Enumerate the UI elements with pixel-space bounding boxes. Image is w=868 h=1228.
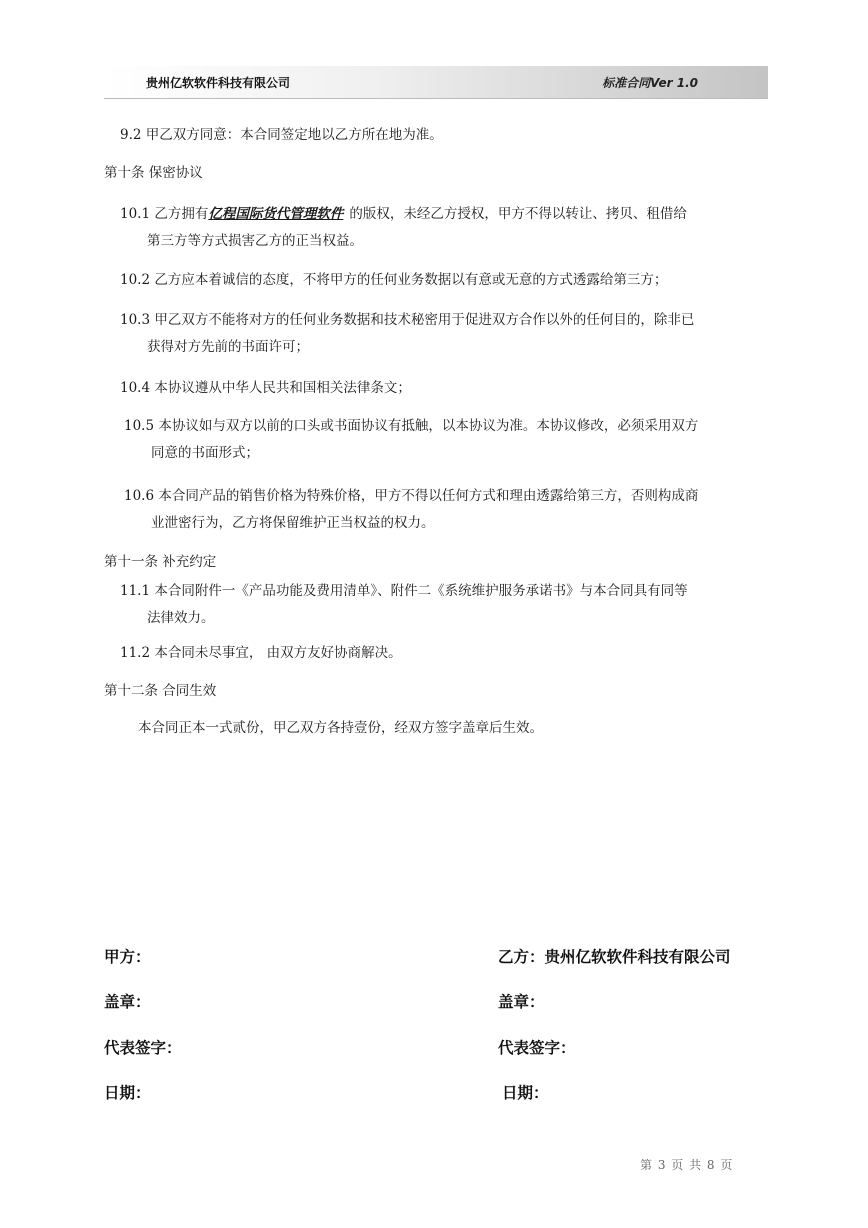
clause-10-3: [120, 311, 780, 357]
section-11-title: 第十一条 补充约定: [104, 554, 217, 570]
clause-11-1: [120, 582, 780, 628]
clause-10-5-line2: 同意的书面形式；: [151, 445, 259, 461]
party-b-date-label: 日期：: [502, 1084, 549, 1102]
party-b-label: 乙方：贵州亿软软件科技有限公司: [498, 948, 731, 966]
clause-10-2: 10.2 乙方应本着诚信的态度，不将甲方的任何业务数据以有意或无意的方式透露给第三方；: [120, 272, 668, 288]
clause-10-6-line1: 10.6 本合同产品的销售价格为特殊价格，甲方不得以任何方式和理由透露给第三方，否则构成商: [124, 488, 699, 504]
clause-10-5-line1: 10.5 本协议如与双方以前的口头或书面协议有抵触，以本协议为准。本协议修改，必须采用双方: [124, 418, 699, 434]
clause-11-1-line2: 法律效力。: [147, 610, 215, 626]
clause-10-1-suffix: 的版权，未经乙方授权，甲方不得以转让、拷贝、租借给: [349, 206, 687, 222]
party-b-representative-label: 代表签字：: [498, 1039, 576, 1057]
header-company: 贵州亿软软件科技有限公司: [146, 76, 291, 90]
clause-10-3-line2: 获得对方先前的书面许可；: [147, 339, 309, 355]
page-number: 第 3 页 共 8 页: [640, 1158, 734, 1172]
product-name: 亿程国际货代管理软件: [208, 206, 344, 222]
party-a-date-label: 日期：: [104, 1084, 151, 1102]
clause-10-4: 10.4 本协议遵从中华人民共和国相关法律条文；: [120, 380, 411, 396]
clause-10-1-line1: [120, 205, 780, 224]
page-header: [104, 66, 768, 99]
clause-11-1-line1: 11.1 本合同附件一《产品功能及费用清单》、附件二《系统维护服务承诺书》与本合同具有同等: [120, 583, 688, 599]
clause-9-2: 9.2 甲乙双方同意：本合同签定地以乙方所在地为准。: [120, 127, 443, 143]
section-12-body: 本合同正本一式贰份，甲乙双方各持壹份，经双方签字盖章后生效。: [138, 720, 543, 736]
section-12-title: 第十二条 合同生效: [104, 683, 217, 699]
clause-10-5: [124, 417, 784, 463]
section-10-title: 第十条 保密协议: [104, 165, 203, 181]
clause-11-2: 11.2 本合同未尽事宜， 由双方友好协商解决。: [120, 645, 402, 661]
clause-10-6: [124, 487, 784, 533]
clause-10-6-line2: 业泄密行为，乙方将保留维护正当权益的权力。: [151, 515, 435, 531]
clause-10-1-line2: 第三方等方式损害乙方的正当权益。: [147, 233, 363, 249]
party-a-representative-label: 代表签字：: [104, 1039, 182, 1057]
header-contract-version: 标准合同Ver 1.0: [602, 76, 698, 90]
clause-10-1-prefix: 10.1 乙方拥有: [120, 206, 209, 222]
clause-10-1: [120, 205, 780, 251]
party-a-seal-label: 盖章：: [104, 993, 151, 1011]
party-b-seal-label: 盖章：: [498, 993, 545, 1011]
party-a-label: 甲方：: [104, 948, 151, 966]
clause-10-3-line1: 10.3 甲乙双方不能将对方的任何业务数据和技术秘密用于促进双方合作以外的任何目的，除非已: [120, 312, 695, 328]
